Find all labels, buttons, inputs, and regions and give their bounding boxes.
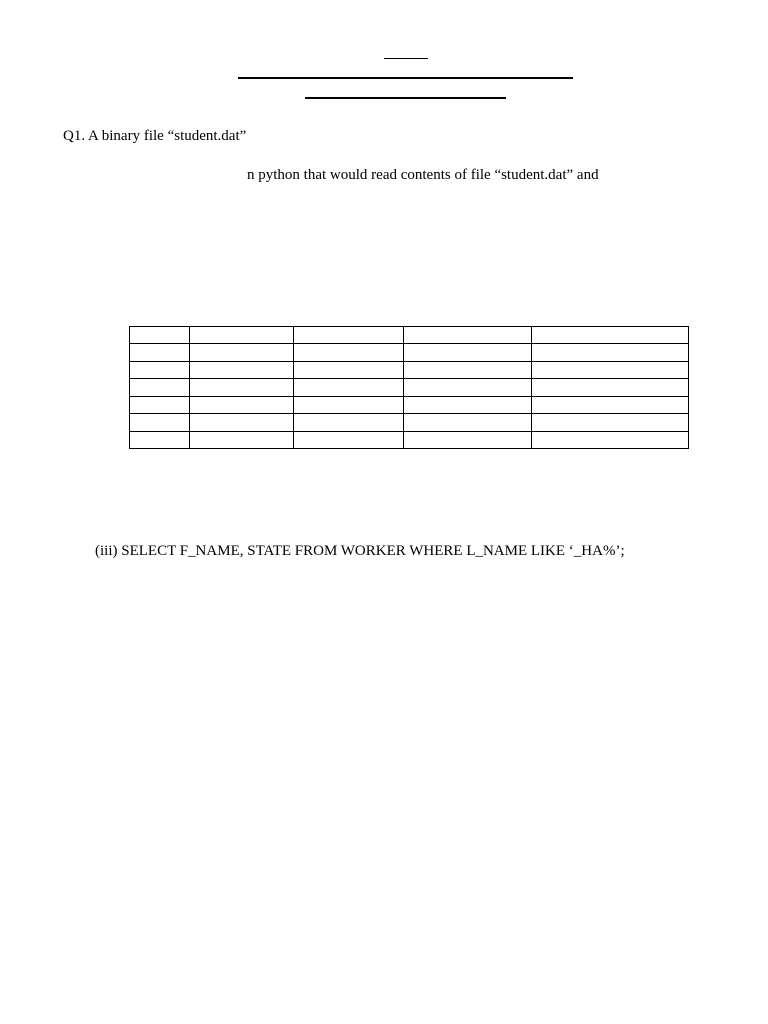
table-cell [190,396,294,413]
table-cell [190,379,294,396]
table-row [130,344,689,361]
table-cell [294,361,404,378]
table-cell [294,327,404,344]
table-row [130,361,689,378]
table-cell [404,414,532,431]
table-cell [190,327,294,344]
table-cell [130,344,190,361]
header-rule-short [384,58,428,59]
header-rule-medium [305,97,506,99]
table-cell [404,361,532,378]
table-cell [294,414,404,431]
sql-query-text: (iii) SELECT F_NAME, STATE FROM WORKER WHERE L_NAME LIKE ‘_HA%’; [95,543,625,559]
table-cell [532,396,689,413]
table-cell [190,344,294,361]
table-cell [190,414,294,431]
table-cell [532,431,689,448]
table-row [130,396,689,413]
blank-table-body [130,327,689,449]
table-cell [532,414,689,431]
table-cell [130,396,190,413]
table-cell [130,379,190,396]
table-cell [532,344,689,361]
table-cell [532,361,689,378]
table-cell [294,431,404,448]
table-cell [404,379,532,396]
table-row [130,327,689,344]
table-cell [404,344,532,361]
table-cell [130,431,190,448]
table-cell [532,379,689,396]
table-cell [404,431,532,448]
table-row [130,414,689,431]
table-cell [294,379,404,396]
table-cell [404,396,532,413]
question-1-text: Q1. A binary file “student.dat” [63,128,247,144]
table-cell [404,327,532,344]
table-cell [130,327,190,344]
table-row [130,431,689,448]
table-cell [294,344,404,361]
table-cell [190,431,294,448]
table-cell [190,361,294,378]
table-cell [294,396,404,413]
table-cell [532,327,689,344]
header-rule-long [238,77,573,79]
question-1-continuation: n python that would read contents of file “student.dat” and [247,167,599,183]
table-row [130,379,689,396]
blank-table [129,326,689,449]
table-cell [130,414,190,431]
table-cell [130,361,190,378]
